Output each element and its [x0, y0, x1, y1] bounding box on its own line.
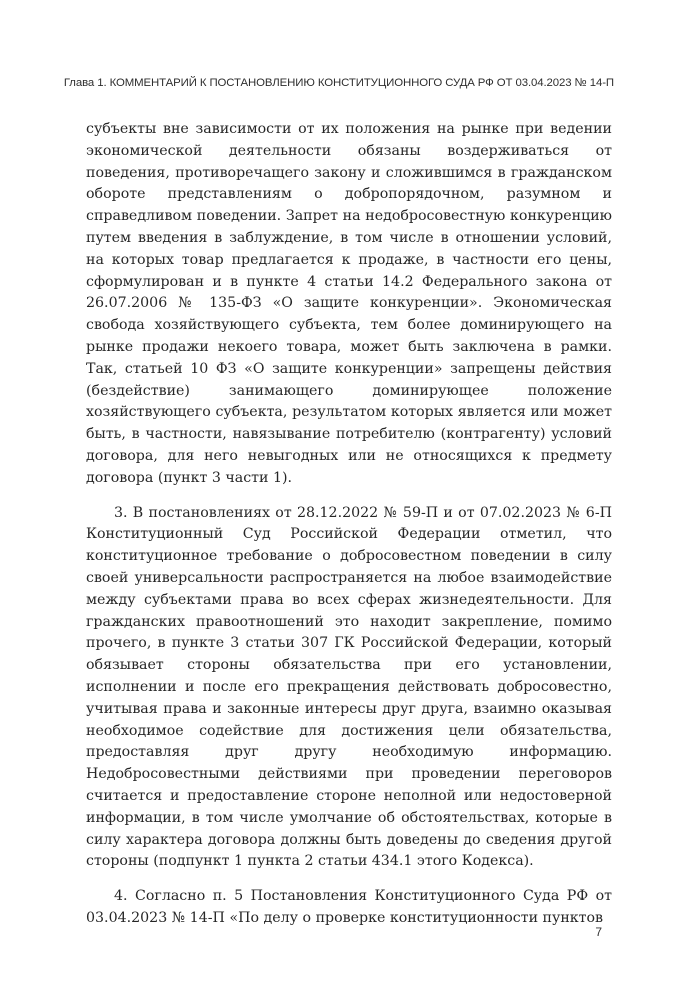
- page-number: 7: [595, 925, 602, 939]
- paragraph-item-4: 4. Согласно п. 5 Постановления Конституционного Суда РФ от 03.04.2023 № 14-П «По делу о проверке конституционности пунктов: [86, 888, 612, 926]
- paragraph-continuation: субъекты вне зависимости от их положения на рынке при ведении экономической деятельности обязаны воздерживаться от поведения, противоречащего закону и сложившимся в гражданском обороте представлениям о добропорядочном, разумном и справедливом поведении. Запрет на недобросовестную конкуренцию путем введения в заблуждение, в том числе в отношении условий, на которых товар предлагается к продаже, в частности его цены, сформулирован и в пункте 4 статьи 14.2 Федерального закона от 26.07.2006 № 135-ФЗ «О защите конкуренции». Экономическая свобода хозяйствующего субъекта, тем более доминирующего на рынке продажи некоего товара, может быть заключена в рамки. Так, статьей 10 ФЗ «О защите конкуренции» запрещены действия (бездействие) занимающего доминирующее положение хозяйствующего субъекта, результатом которых является или может быть, в частности, навязывание потребителю (контрагенту) условий договора, для него невыгодных или не относящихся к предмету договора (пункт 3 части 1).: [86, 121, 612, 486]
- main-text: [86, 119, 612, 930]
- running-header: Глава 1. КОММЕНТАРИЙ К ПОСТАНОВЛЕНИЮ КОНСТИТУЦИОННОГО СУДА РФ ОТ 03.04.2023 № 14-П: [63, 77, 614, 89]
- paragraph-item-3: 3. В постановлениях от 28.12.2022 № 59-П и от 07.02.2023 № 6-П Конституционный Суд Российской Федерации отметил, что конституционное требование о добросовестном поведении в силу своей универсальности распространяется на любое взаимодействие между субъектами права во всех сферах жизнедеятельности. Для гражданских правоотношений это находит закрепление, помимо прочего, в пункте 3 статьи 307 ГК Российской Федерации, который обязывает стороны обязательства при его установлении, исполнении и после его прекращения действовать добросовестно, учитывая права и законные интересы друг друга, взаимно оказывая необходимое содействие для достижения цели обязательства, предоставляя друг другу необходимую информацию. Недобросовестными действиями при проведении переговоров считается и предоставление стороне неполной или недостоверной информации, в том числе умолчание об обстоятельствах, которые в силу характера договора должны быть доведены до сведения другой стороны (подпункт 1 пункта 2 статьи 434.1 этого Кодекса).: [86, 504, 612, 870]
